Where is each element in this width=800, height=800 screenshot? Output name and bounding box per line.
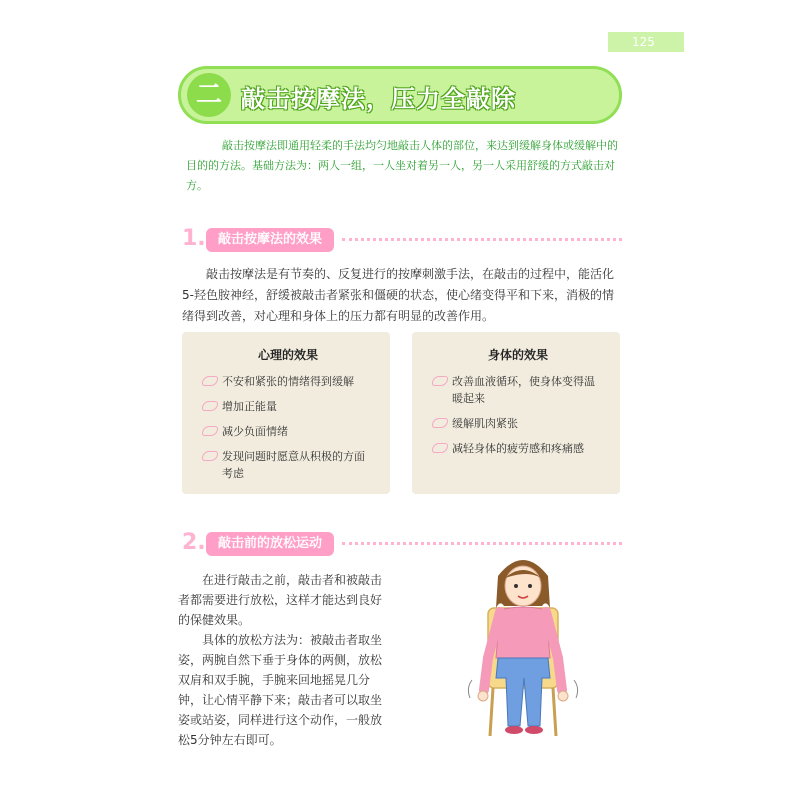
list-item: 减少负面情绪 (202, 423, 374, 440)
title-banner (178, 66, 622, 124)
title-number: 二 (187, 73, 231, 117)
list-item: 发现问题时愿意从积极的方面考虑 (202, 448, 374, 482)
swirl-icon (202, 426, 218, 436)
list-item: 缓解肌肉紧张 (432, 415, 604, 432)
section1-paragraph: 敲击按摩法是有节奏的、反复进行的按摩刺激手法，在敲击的过程中，能活化5-羟色胺神经，舒缓被敲击者紧张和僵硬的状态，使心绪变得平和下来，消极的情绪得到改善，对心理和身体上的压力都有明显的改善作用。 (182, 267, 615, 323)
dotted-divider (342, 238, 622, 241)
section2-paragraph1: 在进行敲击之前，敲击者和被敲击者都需要进行放松，这样才能达到良好的保健效果。 (178, 573, 383, 627)
list-item: 增加正能量 (202, 398, 374, 415)
page-number: 125 (608, 32, 684, 52)
swirl-icon (432, 418, 448, 428)
list-item: 改善血液循环，使身体变得温暖起来 (432, 373, 604, 407)
swirl-icon (432, 443, 448, 453)
swirl-icon (202, 401, 218, 411)
seated-girl-illustration (458, 548, 588, 738)
dotted-divider (342, 542, 622, 545)
physical-effects-title: 身体的效果 (487, 348, 548, 362)
mental-effects-title: 心理的效果 (257, 348, 318, 362)
section1-title: 敲击按摩法的效果 (206, 228, 334, 252)
page-title: 敲击按摩法，压力全敲除 (241, 85, 516, 113)
section1-heading (182, 226, 622, 254)
intro-text: 敲击按摩法即通用轻柔的手法均匀地敲击人体的部位，来达到缓解身体或缓解中的目的的方法。基础方法为：两人一组，一人坐对着另一人，另一人采用舒缓的方式敲击对方。 (186, 139, 618, 192)
list-item: 不安和紧张的情绪得到缓解 (202, 373, 374, 390)
swirl-icon (202, 376, 218, 386)
section2-text (178, 570, 386, 750)
physical-effects-box (412, 332, 620, 494)
section2-number: 2. (182, 530, 206, 555)
list-item: 减轻身体的疲劳感和疼痛感 (432, 440, 604, 457)
section1-number: 1. (182, 226, 206, 251)
swirl-icon (432, 376, 448, 386)
swirl-icon (202, 451, 218, 461)
section2-paragraph2: 具体的放松方法为：被敲击者取坐姿，两腕自然下垂于身体的两侧，放松双肩和双手腕，手腕来回地摇晃几分钟，让心情平静下来；敲击者可以取坐姿或站姿，同样进行这个动作，一般放松5分钟左右即可。 (178, 633, 383, 747)
mental-effects-box (182, 332, 390, 494)
section2-title: 敲击前的放松运动 (206, 532, 334, 556)
